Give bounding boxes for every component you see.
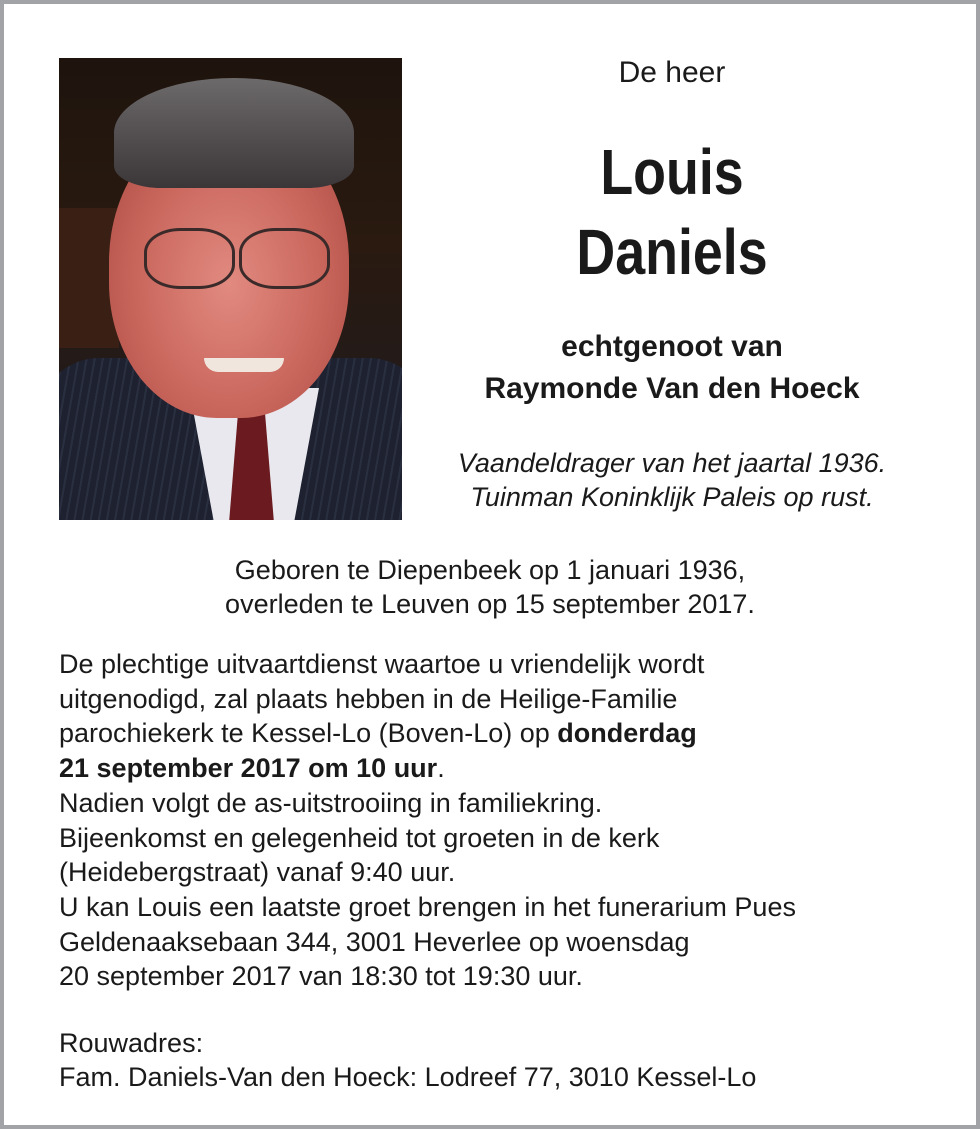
spouse-name: Raymonde Van den Hoeck	[484, 372, 860, 405]
text-line: Bijeenkomst en gelegenheid tot groeten in de kerk	[59, 822, 660, 853]
text-line: uitgenodigd, zal plaats hebben in de Heilige-Familie	[59, 683, 678, 714]
note: Tuinman Koninklijk Paleis op rust.	[470, 482, 874, 512]
note: Vaandeldrager van het jaartal 1936.	[457, 448, 887, 478]
text-line: De plechtige uitvaartdienst waartoe u vriendelijk wordt	[59, 649, 705, 679]
text-line: (Heidebergstraat) vanaf 9:40 uur.	[59, 857, 456, 888]
text-line: Nadien volgt de as-uitstrooiing in familiekring.	[59, 787, 603, 818]
address-value: Fam. Daniels-Van den Hoeck: Lodreef 77, 3010 Kessel-Lo	[59, 1062, 757, 1092]
text-line: parochiekerk te Kessel-Lo (Boven-Lo) op donderdag	[59, 718, 697, 749]
funeral-day: donderdag	[557, 718, 697, 749]
birth-line: Geboren te Diepenbeek op 1 januari 1936,	[234, 555, 746, 585]
spouse-block	[402, 326, 942, 410]
text-line: 20 september 2017 van 18:30 tot 19:30 uur.	[59, 961, 583, 992]
notes	[402, 446, 942, 514]
portrait-photo	[59, 58, 402, 520]
birth-death-dates	[0, 553, 980, 621]
text-line: 21 september 2017 om 10 uur.	[59, 753, 445, 784]
text-line: U kan Louis een laatste groet brengen in het funerarium Pues	[59, 891, 796, 922]
death-line: overleden te Leuven op 15 september 2017.	[225, 589, 755, 619]
funeral-date-time: 21 september 2017 om 10 uur	[59, 753, 438, 784]
address-label: Rouwadres:	[59, 1028, 204, 1058]
mourning-address	[59, 1026, 756, 1094]
first-name: Louis	[600, 136, 744, 208]
honorific: De heer	[618, 56, 726, 89]
text-line: Geldenaaksebaan 344, 3001 Heverlee op woensdag	[59, 926, 690, 957]
funeral-details	[59, 647, 939, 994]
spouse-label: echtgenoot van	[561, 330, 783, 363]
last-name: Daniels	[576, 216, 768, 288]
